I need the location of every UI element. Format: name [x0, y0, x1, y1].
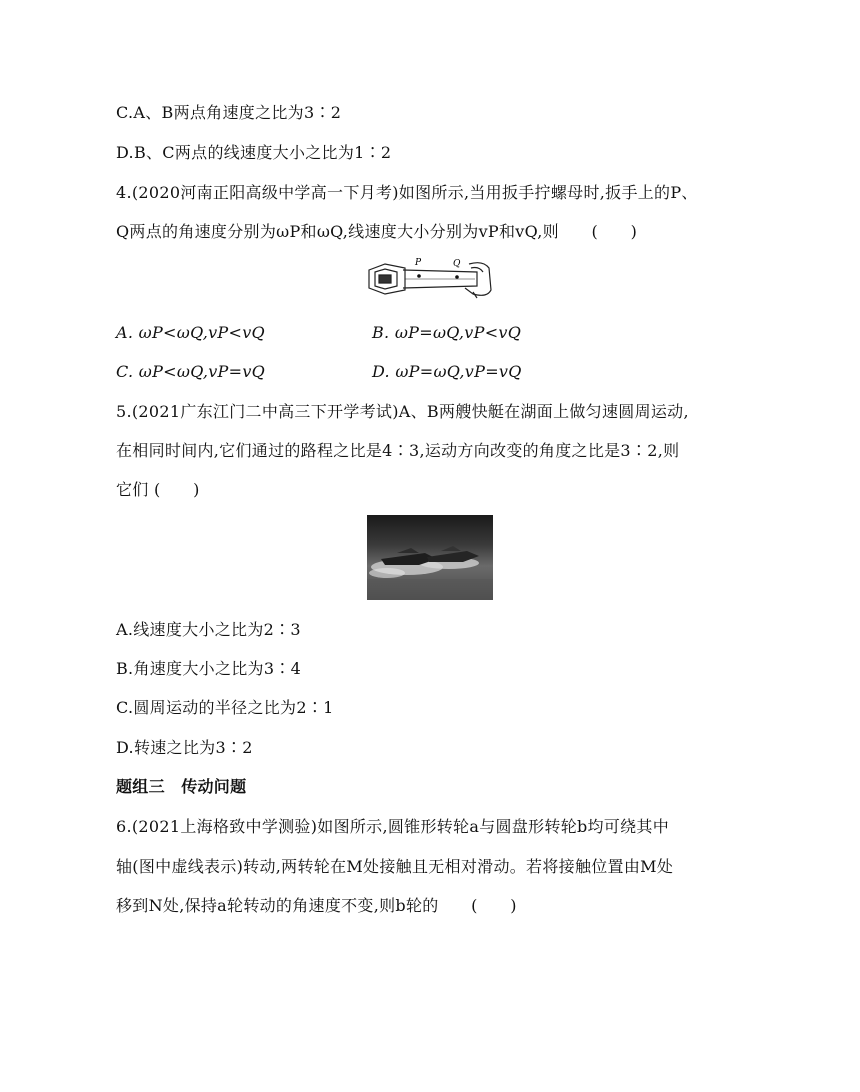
speedboats-photo — [367, 515, 493, 600]
option-c-q3: C.A、B两点角速度之比为3∶2 — [116, 103, 342, 122]
question-6-line-3: 移到N处,保持a轮转动的角速度不变,则b轮的 ( ) — [116, 896, 517, 915]
question-4-line-1: 4.(2020河南正阳高级中学高一下月考)如图所示,当用扳手拧螺母时,扳手上的P、 — [116, 183, 698, 202]
option-a-q4: A. ωP<ωQ,vP<vQ — [116, 323, 265, 342]
option-a-q5: A.线速度大小之比为2∶3 — [116, 620, 301, 639]
question-4-line-2: Q两点的角速度分别为ωP和ωQ,线速度大小分别为vP和vQ,则 ( ) — [116, 222, 638, 241]
point-q-mark — [455, 275, 459, 279]
wrench-figure — [365, 256, 495, 302]
option-b-q5: B.角速度大小之比为3∶4 — [116, 659, 302, 678]
question-6-line-2: 轴(图中虚线表示)转动,两转轮在M处接触且无相对滑动。若将接触位置由M处 — [116, 857, 674, 876]
option-c-q5: C.圆周运动的半径之比为2∶1 — [116, 698, 334, 717]
question-5-line-3: 它们 ( ) — [116, 480, 200, 499]
label-p: P — [415, 258, 422, 268]
option-d-q5: D.转速之比为3∶2 — [116, 738, 253, 757]
option-b-q4: B. ωP=ωQ,vP<vQ — [372, 323, 522, 342]
point-p-mark — [417, 274, 421, 278]
option-d-q4: D. ωP=ωQ,vP=vQ — [372, 362, 522, 381]
question-5-line-1: 5.(2021广东江门二中高三下开学考试)A、B两艘快艇在湖面上做匀速圆周运动, — [116, 402, 689, 421]
question-5-line-2: 在相同时间内,它们通过的路程之比是4∶3,运动方向改变的角度之比是3∶2,则 — [116, 441, 680, 460]
question-6-line-1: 6.(2021上海格致中学测验)如图所示,圆锥形转轮a与圆盘形转轮b均可绕其中 — [116, 817, 670, 836]
option-d-q3: D.B、C两点的线速度大小之比为1∶2 — [116, 143, 392, 162]
option-c-q4: C. ωP<ωQ,vP=vQ — [116, 362, 266, 381]
label-q: Q — [453, 259, 461, 269]
section-heading: 题组三 传动问题 — [116, 777, 247, 796]
